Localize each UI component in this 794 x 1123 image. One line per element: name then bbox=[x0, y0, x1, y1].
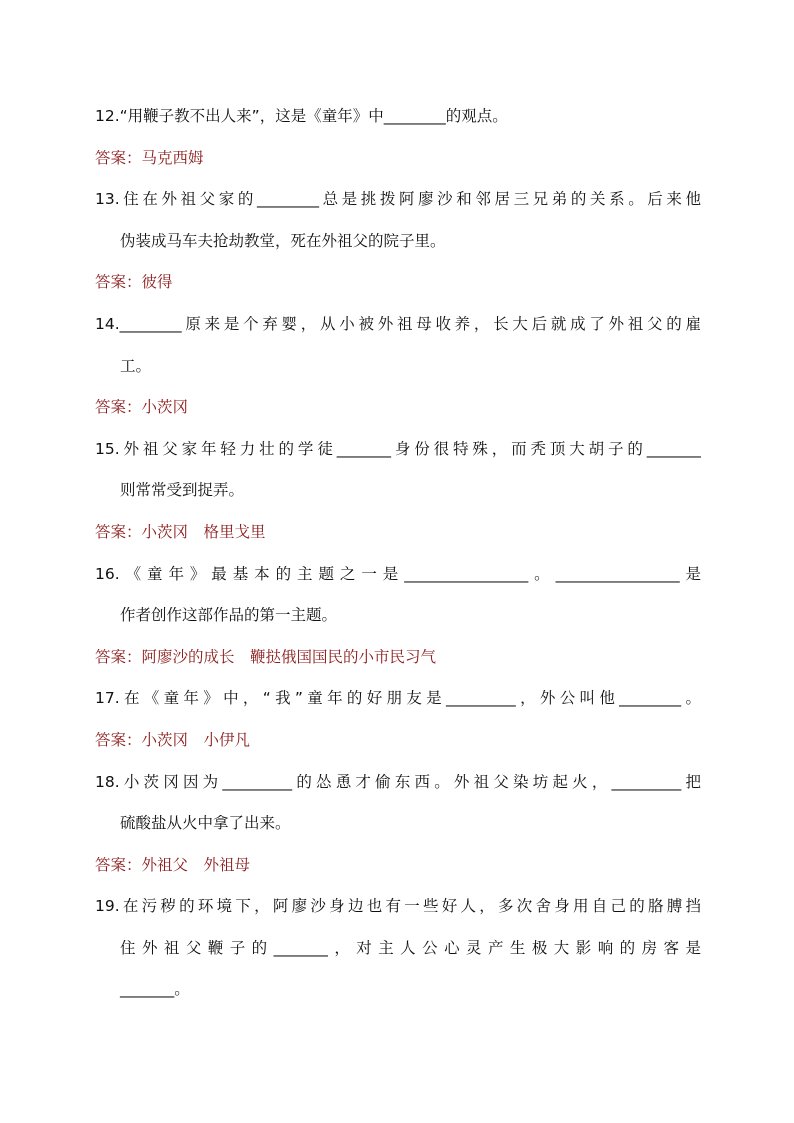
question-16 bbox=[95, 554, 701, 679]
question-text-line: 13.住在外祖父家的________总是挑拨阿廖沙和邻居三兄弟的关系。后来他 bbox=[95, 190, 701, 209]
question-text-line: 伪装成马车夫抢劫教堂，死在外祖父的院子里。 bbox=[120, 231, 446, 250]
question-text-line: 住外祖父鞭子的_______，对主人公心灵产生极大影响的房客是 bbox=[120, 938, 701, 957]
document-body bbox=[95, 96, 701, 1011]
answer-text: 答案：彼得 bbox=[95, 273, 173, 292]
question-text-line: 工。 bbox=[120, 356, 152, 375]
answer-text: 答案：小茨冈 bbox=[95, 398, 189, 417]
question-text-line: _______。 bbox=[120, 980, 190, 999]
question-12 bbox=[95, 96, 701, 179]
question-19 bbox=[95, 886, 701, 1011]
question-text-line: 14.________原来是个弃婴，从小被外祖母收养，长大后就成了外祖父的雇 bbox=[95, 314, 701, 333]
question-text-line: 作者创作这部作品的第一主题。 bbox=[120, 606, 338, 625]
question-text-line: 18.小茨冈因为_________的怂恿才偷东西。外祖父染坊起火，_________把 bbox=[95, 772, 701, 791]
question-14 bbox=[95, 304, 701, 429]
question-17 bbox=[95, 678, 701, 761]
question-text-line: 则常常受到捉弄。 bbox=[120, 481, 245, 500]
question-text-line: 19.在污秽的环境下，阿廖沙身边也有一些好人，多次舍身用自己的胳膊挡 bbox=[95, 897, 701, 916]
answer-text: 答案：小茨冈 格里戈里 bbox=[95, 522, 266, 541]
answer-text: 答案：小茨冈 小伊凡 bbox=[95, 730, 251, 749]
question-13 bbox=[95, 179, 701, 304]
question-text-line: 12.“用鞭子教不出人来”，这是《童年》中________的观点。 bbox=[95, 107, 508, 125]
answer-text: 答案：阿廖沙的成长 鞭挞俄国国民的小市民习气 bbox=[95, 647, 437, 666]
question-text-line: 硫酸盐从火中拿了出来。 bbox=[120, 814, 291, 833]
answer-text: 答案：马克西姆 bbox=[95, 148, 204, 167]
question-text-line: 17.在《童年》中，“我”童年的好朋友是_________，外公叫他________。 bbox=[95, 689, 701, 708]
question-15 bbox=[95, 429, 701, 554]
question-18 bbox=[95, 762, 701, 887]
question-text-line: 16.《童年》最基本的主题之一是________________。________________是 bbox=[95, 564, 701, 583]
answer-text: 答案：外祖父 外祖母 bbox=[95, 855, 251, 874]
question-text-line: 15.外祖父家年轻力壮的学徒_______身份很特殊，而秃顶大胡子的_______ bbox=[95, 439, 701, 458]
